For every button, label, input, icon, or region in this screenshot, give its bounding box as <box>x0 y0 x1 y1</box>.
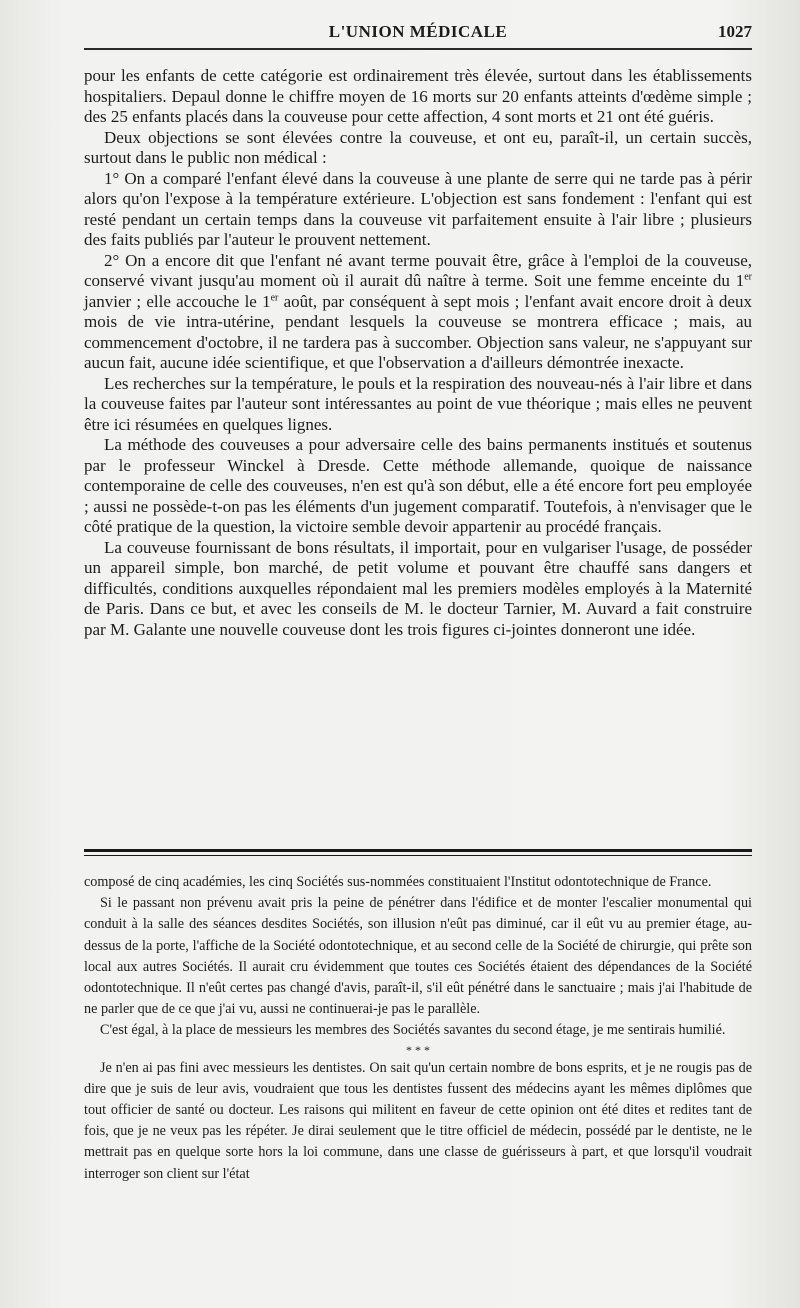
page-header <box>84 20 752 48</box>
feuilleton-paragraph: composé de cinq académies, les cinq Sociétés sus-nommées constituaient l'Institut odontotechnique de France. <box>84 874 712 890</box>
feuilleton-paragraph: Je n'en ai pas fini avec messieurs les dentistes. On sait qu'un certain nombre de bons esprits, et je ne rougis pas de dire que je suis de leur avis, voudraient que tous les dentistes fussent des médecins ayant les mêmes diplômes que tout officier de santé ou docteur. Les raisons qui militent en faveur de cette opinion ont été dites et redites tant de fois, que je ne veux pas les répéter. Je dirai seulement que le titre officiel de médecin, possédé par le dentiste, ne le mettrait pas en quelque sorte hors la loi commune, dans une classe de guérisseurs à part, et que lorsqu'il voudrait interroger son client sur l'état <box>84 1059 752 1182</box>
paragraph: La couveuse fournissant de bons résultats, il importait, pour en vulgariser l'usage, de posséder un appareil simple, bon marché, de petit volume et pouvant être chauffé sans dangers et difficultés, conditions auxquelles répondaient mal les premiers modèles employés à la Maternité de Paris. Dans ce but, et avec les conseils de M. le docteur Tarnier, M. Auvard a fait construire par M. Galante une nouvelle couveuse dont les trois figures ci-jointes donneront une idée. <box>84 537 752 639</box>
paragraph-part: août, par conséquent à sept mois ; l'enfant avait encore droit à deux mois de vie intra-utérine, pendant lesquels la couveuse se montrera efficace ; mais, <box>84 291 752 331</box>
paragraph-part: 2° On a encore dit que l'enfant né avant terme pouvait être, grâce à l'emploi de la couveuse, conservé vivant jusqu'au moment où il aurait dû naître à terme. Soit une femme enceinte du 1 <box>84 250 752 290</box>
superscript: er <box>270 291 279 303</box>
paragraph-part: janvier ; elle accouche le 1 <box>84 291 271 311</box>
paragraph: Les recherches sur la température, le pouls et la respiration des nouveau-nés à l'air libre et dans la couveuse faites par l'auteur sont intéressantes au point de vue théorique ; mais elles ne peuvent être ici résumées en quelques lignes. <box>84 373 752 434</box>
main-text <box>84 66 752 640</box>
feuilleton-paragraph: C'est égal, à la place de messieurs les membres des Sociétés savantes du second étage, je me sentirais humilié. <box>100 1022 726 1039</box>
paragraph <box>84 251 752 374</box>
separator-rule-thin <box>84 855 752 856</box>
separator-rule-thick <box>84 849 752 852</box>
paragraph: Deux objections se sont élevées contre la couveuse, et ont eu, paraît-il, un certain succès, surtout dans le public non médical : <box>84 127 752 167</box>
page-number: 1027 <box>718 22 752 41</box>
superscript: er <box>744 271 752 283</box>
feuilleton-text <box>84 872 752 1185</box>
running-title: L'UNION MÉDICALE <box>328 22 508 41</box>
paragraph: pour les enfants de cette catégorie est ordinairement très élevée, surtout dans les établissements hospitaliers. Depaul donne le chiffre moyen de 16 morts sur 20 enfants atteints d'œdème simple ; des 25 enfants placés dans la couveuse pour cette affection, 4 sont morts et 21 ont été guéris. <box>84 66 752 126</box>
paragraph: 1° On a comparé l'enfant élevé dans la couveuse à une plante de serre qui ne tarde pas à périr alors qu'on l'expose à la température extérieure. L'objection est sans fondement : l'enfant qui est resté pendant un certain temps dans la couveuse vit parfaitement ensuite à l'air libre ; plusieurs des faits publiés par l'auteur le prouvent nettement. <box>84 168 752 249</box>
section-separator: * * * <box>406 1042 430 1057</box>
feuilleton-paragraph: Si le passant non prévenu avait pris la peine de pénétrer dans l'édifice et de monter l'escalier monumental qui conduit à la salle des séances desdites Sociétés, son illusion n'eût pas diminué, car il eût vu au premier étage, au-dessus de la porte, l'affiche de la Société odontotechnique, et au second celle de la Société de chirurgie, qui prête son local aux autres Sociétés. Il aurait cru évidemment que toutes ces Sociétés étaient des dépendances de la Société odontotechnique. Il n'eût certes pas changé d'avis, paraît-il, s'il eût pénétré dans le sanctuaire ; mais j'ai l'habitude de ne parler que de ce que j'ai vu, aussi ne continuerai-je pas le parallèle. <box>84 895 752 1018</box>
header-rule <box>84 48 752 50</box>
paragraph: La méthode des couveuses a pour adversaire celle des bains permanents institués et soutenus par le professeur Winckel à Dresde. Cette méthode allemande, quoique de naissance contemporaine de celle des couveuses, n'en est qu'à son début, elle a été encore fort peu employée ; aussi ne possède-t-on pas les éléments d'un jugement comparatif. Toutefois, à n'envisager que le côté pratique de la question, la victoire semble devoir appartenir au procédé français. <box>84 435 752 536</box>
paragraph-part: au commencement d'octobre, il ne tardera pas à succomber. Objection sans valeur, ne s'appuyant sur aucun fait, aucune idée scientifique, et que l'observation a d'ailleurs démontrée inexacte. <box>84 312 753 372</box>
